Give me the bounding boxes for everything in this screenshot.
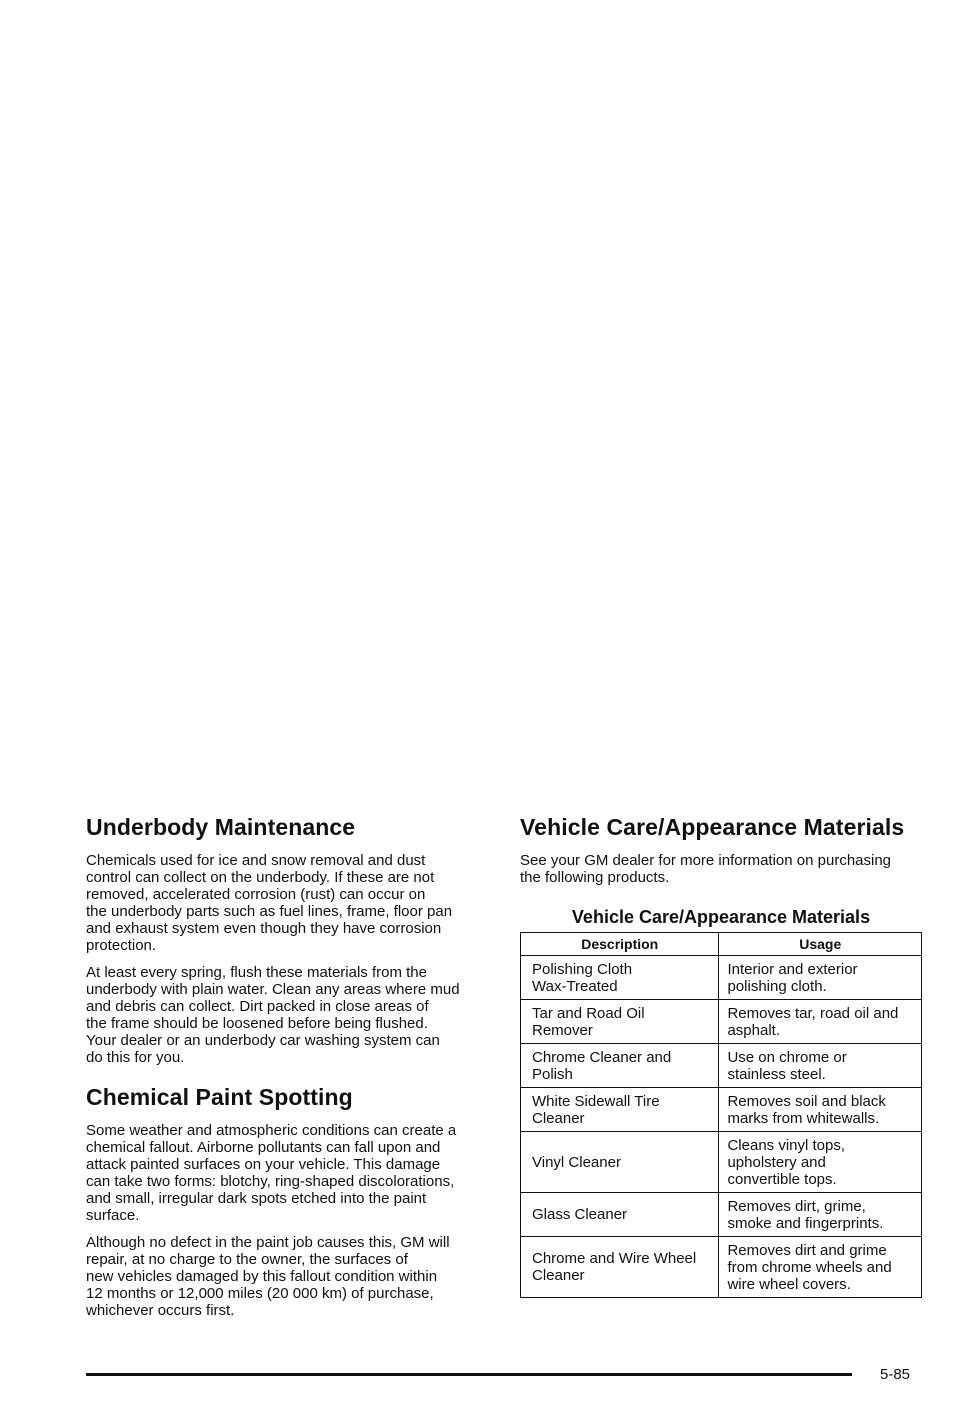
table-row bbox=[521, 1193, 922, 1237]
table-header-row bbox=[521, 933, 922, 956]
underbody-paragraph-2: At least every spring, flush these materials from the underbody with plain water. Clean any areas where mud and debris can collect. Dirt packed in close areas of the frame should be loosened before being flushed. Your dealer or an underbody car washing system can do this for you. bbox=[86, 964, 460, 1066]
usage-cell: Cleans vinyl tops, upholstery and convertible tops. bbox=[719, 1132, 922, 1193]
right-column bbox=[520, 812, 922, 1298]
table-row bbox=[521, 956, 922, 1000]
table-row bbox=[521, 1044, 922, 1088]
table-row bbox=[521, 1088, 922, 1132]
materials-table bbox=[520, 932, 922, 1298]
materials-heading: Vehicle Care/Appearance Materials bbox=[520, 814, 905, 840]
usage-cell: Removes tar, road oil and asphalt. bbox=[719, 1000, 922, 1044]
usage-cell: Removes dirt, grime, smoke and fingerprints. bbox=[719, 1193, 922, 1237]
usage-cell: Removes dirt and grime from chrome wheels and wire wheel covers. bbox=[719, 1237, 922, 1298]
chemical-paragraph-1: Some weather and atmospheric conditions can create a chemical fallout. Airborne pollutants can fall upon and attack painted surfaces on your vehicle. This damage can take two forms: blotchy, ring-shaped discolorations, and small, irregular dark spots etched into the paint surface. bbox=[86, 1122, 457, 1224]
footer-rule bbox=[86, 1373, 852, 1376]
description-cell: White Sidewall Tire Cleaner bbox=[521, 1088, 719, 1132]
description-cell: Chrome Cleaner and Polish bbox=[521, 1044, 719, 1088]
materials-intro: See your GM dealer for more information on purchasing the following products. bbox=[520, 852, 892, 886]
table-row bbox=[521, 1132, 922, 1193]
underbody-paragraph-1: Chemicals used for ice and snow removal and dust control can collect on the underbody. If these are not removed, accelerated corrosion (rust) can occur on the underbody parts such as fuel lines, frame, floor pan and exhaust system even though they have corrosion protection. bbox=[86, 852, 453, 954]
description-cell: Chrome and Wire Wheel Cleaner bbox=[521, 1237, 719, 1298]
usage-cell: Interior and exterior polishing cloth. bbox=[719, 956, 922, 1000]
usage-cell: Use on chrome or stainless steel. bbox=[719, 1044, 922, 1088]
underbody-heading: Underbody Maintenance bbox=[86, 814, 356, 840]
description-cell: Polishing Cloth Wax-Treated bbox=[521, 956, 719, 1000]
header-usage: Usage bbox=[719, 933, 922, 956]
description-cell: Glass Cleaner bbox=[521, 1193, 719, 1237]
chemical-paragraph-2: Although no defect in the paint job causes this, GM will repair, at no charge to the owner, the surfaces of new vehicles damaged by this fallout condition within 12 months or 12,000 miles (20 000 km) of purchase, whichever occurs first. bbox=[86, 1234, 450, 1319]
left-column bbox=[86, 812, 494, 1329]
description-cell: Tar and Road Oil Remover bbox=[521, 1000, 719, 1044]
header-description: Description bbox=[521, 933, 719, 956]
materials-table-title: Vehicle Care/Appearance Materials bbox=[571, 907, 871, 927]
page-number: 5-85 bbox=[880, 1366, 911, 1383]
chemical-heading: Chemical Paint Spotting bbox=[86, 1084, 353, 1110]
table-row bbox=[521, 1000, 922, 1044]
usage-cell: Removes soil and black marks from whitewalls. bbox=[719, 1088, 922, 1132]
description-cell: Vinyl Cleaner bbox=[521, 1132, 719, 1193]
table-row bbox=[521, 1237, 922, 1298]
